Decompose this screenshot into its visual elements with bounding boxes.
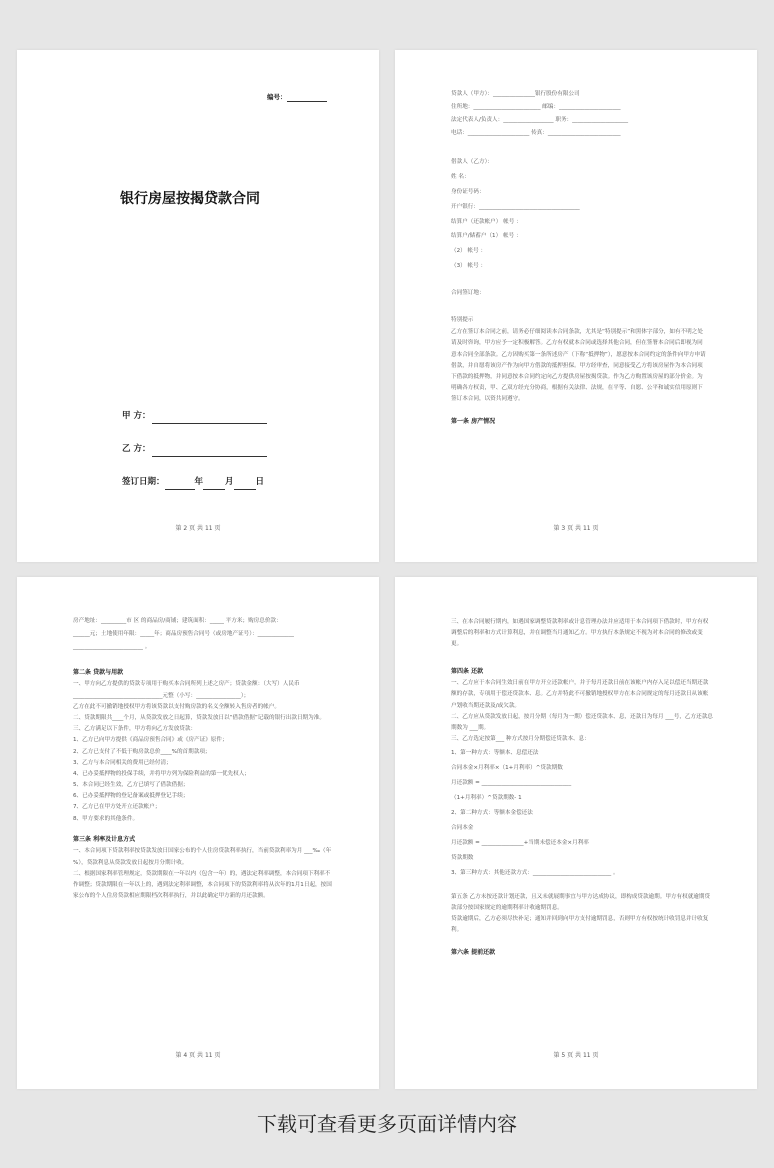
- loan-terms: [73, 617, 335, 902]
- info-line: （3） 帐号 ：: [451, 263, 487, 270]
- sign-date-field: [122, 476, 264, 490]
- serial-number-field: [267, 92, 327, 102]
- article-1-heading: 第一条 房产情况: [451, 418, 496, 426]
- formula-line: 贷款期数: [451, 854, 474, 861]
- document-page-repayment: [395, 577, 757, 1089]
- article-2-para: 6、已办妥抵押物的登记备案或抵押登记手续；: [73, 793, 189, 800]
- article-2-heading: 第二条 贷款与用款: [73, 668, 124, 676]
- party-b-blank: [152, 448, 267, 457]
- info-line: 电话：______________________ 传真：__________________________: [451, 129, 621, 136]
- page-footer: 第 4 页 共 11 页: [175, 1052, 221, 1060]
- document-page-cover: [17, 50, 379, 562]
- formula-line: 月还款额 = _______________+当期未偿还本金×月利率: [451, 839, 589, 846]
- article-2-para: 三、乙方满足以下条件，甲方将向乙方发放贷款：: [73, 726, 197, 733]
- property-line: ______元；土地使用年限：_____年；商品房预售合同号（或房地产证号）：_____________: [73, 630, 294, 637]
- article-2-para: 7、乙方已在甲方处开立还款帐户；: [73, 804, 161, 811]
- info-line: 借款人（乙方）：: [451, 158, 493, 165]
- page-footer: 第 2 页 共 11 页: [175, 525, 221, 533]
- article-4-para: 三、乙方选定按第___ 种方式按月分期偿还贷款本、息：: [451, 736, 590, 743]
- month-blank: [203, 481, 225, 490]
- formula-line: （1+月利率）^贷款期数- 1: [451, 795, 522, 802]
- party-a-label: 甲 方：: [122, 411, 151, 421]
- day-label: 日: [255, 477, 265, 487]
- formula-line: 月还款额 = ________________________________: [451, 780, 572, 787]
- year-label: 年: [194, 477, 204, 487]
- party-b-field: [122, 443, 267, 457]
- special-notice-text: 乙方在签订本合同之前，请务必仔细阅读本合同条款，尤其是“特别提示”和黑体字部分，如有不明之处请及时咨询，甲方应予一定积极解答。乙方有权就本合同或选择其他合同，但在签署本合同后即视为同意本合同全部条款。乙方因购买第一条所述房产（下称“抵押物”），愿意按本合同约定的条件向甲方申请借款，并自愿将该房产作为向甲方借款的抵押担保。甲方经审查，同意接受乙方将该房屋作为本合同项下借款的抵押物，并同意按本合同约定向乙方提供房屋按揭贷款。作为乙方购置该房屋的部分价金。为明确各方权责，甲、乙双方经充分协商，根据有关法律、法规，在平等、自愿、公平和诚实信用原则下签订本合同，以资共同遵守。: [451, 329, 706, 403]
- info-line: 法定代表人/负责人：__________________ 职务：____________________: [451, 116, 629, 123]
- article-2-para: 1、乙方已向甲方提供《商品房预售合同》或《房产证》原件；: [73, 737, 228, 744]
- article-2-para: 2、乙方已支付了不低于购房款总价____%的首期款项；: [73, 748, 211, 755]
- article-4-para: 一、乙方应于本合同生效日前在甲方开立还款帐户，并于每月还款日前在该帐户内存入足以偿还当期还款额的存款，专项用于偿还贷款本、息。乙方并特此不可撤销地授权甲方在本合同规定的每月还款日从该帐户划收当期还款及/或欠款。: [451, 680, 709, 709]
- repayment-terms: [451, 617, 713, 958]
- article-2-para: 一、甲方向乙方提供的贷款专项用于购买本合同所列上述之房产；贷款金额：（大写）人民币________________________________元整（小写：________________）；: [73, 681, 300, 699]
- article-2-para: 二、贷款期限共____个月，从贷款发放之日起算，贷款发放日以“借款借据”记载的银行出款日期为准。: [73, 714, 325, 721]
- page-footer: 第 5 页 共 11 页: [553, 1052, 599, 1060]
- formula-line: 合同本金×月利率×（1+月利率）^贷款期数: [451, 765, 563, 772]
- article-4-heading: 第四条 还款: [451, 667, 484, 675]
- info-line: 合同签订地：: [451, 290, 485, 297]
- formula-line: 2、第二种方式：等额本金偿还法: [451, 810, 533, 817]
- article-4-para: 二、乙方应从贷款发放日起，按月分期（每月为一期）偿还贷款本、息，还款日为每月 ___号，乙方还款总期数为 ___期。: [451, 713, 713, 731]
- formula-line: 3、第三种方式：其他还款方式：____________________________ 。: [451, 869, 619, 876]
- sign-date-label: 签订日期：: [122, 477, 165, 487]
- serial-number-blank: [287, 93, 327, 102]
- info-line: 结算户（还款帐户） 帐号 ：: [451, 218, 522, 225]
- interest-para: 三、在本合同履行期内，如遇国家调整贷款利率或计息管理办法并应适用于本合同项下借款时，甲方有权调整后的利率和方式计算利息，并在调整当月通知乙方。甲方执行本条规定不视为对本合同的修改或变更。: [451, 619, 709, 648]
- party-b-label: 乙 方：: [122, 444, 151, 454]
- article-2-para: 5、本合同已经生效，乙方已填写了借款借据；: [73, 782, 189, 789]
- page-footer: 第 3 页 共 11 页: [553, 525, 599, 533]
- article-2-para: 乙方在此不可撤销地授权甲方将该贷款以支付购房款的名义全额转入售房者的帐户。: [73, 703, 280, 710]
- property-line: _________________________ 。: [73, 643, 151, 650]
- formula-line: 合同本金: [451, 824, 474, 831]
- info-line: 住所地：________________________ 邮编：______________________: [451, 103, 621, 110]
- article-6-heading: 第六条 提前还款: [451, 949, 496, 957]
- year-blank: [165, 481, 195, 490]
- info-line: 身份证号码：: [451, 188, 485, 195]
- day-blank: [234, 481, 256, 490]
- month-label: 月: [225, 477, 234, 487]
- article-3-heading: 第三条 利率及计息方式: [73, 835, 136, 843]
- info-line: 姓 名：: [451, 173, 470, 180]
- property-line: 房产地址：_________市 区 的商品房/商铺；建筑面积：_____ 平方米；购房总价款：: [73, 618, 282, 624]
- special-notice-heading: 特别提示: [451, 317, 474, 324]
- document-page-parties: [395, 50, 757, 562]
- parties-info: [451, 90, 713, 427]
- article-5-para: 第五条 乙方未按还款计划还款，且又未就展期事宜与甲方达成协议，即构成贷款逾期。甲方有权就逾期贷款部分按国家规定的逾期利率计收逾期罚息。: [451, 893, 711, 911]
- article-5-para: 贷款逾期后，乙方必须尽快补足；通知并回到向甲方支付逾期罚息，否则甲方有权按统计收罚息并计收复利。: [451, 916, 709, 934]
- info-line: 开户银行：____________________________________: [451, 203, 580, 210]
- article-2-para: 8、甲方要求的其他条件。: [73, 815, 139, 822]
- info-line: 结算户/储蓄户（1） 帐号 ：: [451, 233, 522, 240]
- document-page-loan: [17, 577, 379, 1089]
- article-2-para: 3、乙方与本合同相关的费用已经付清；: [73, 759, 172, 766]
- article-3-para: 一、本合同项下贷款利率按贷款发放日国家公布的个人住房贷款利率执行，当前贷款利率为月 ___‰（年 %），贷款利息从贷款发放日起按月分期计收。: [73, 848, 332, 866]
- party-a-field: [122, 410, 267, 424]
- article-3-para: 二、根据国家利率管理规定，贷款期限在一年以内（包含一年）的，遇法定利率调整，本合同项下利率不作调整；贷款期限在一年以上的，遇到法定利率调整，本合同项下的贷款利率将从次年的1月1日起，按国家公布的个人住房贷款相应期限档次利率执行，并以此确定甲方新的月还款额。: [73, 870, 332, 900]
- download-more-caption: 下载可查看更多页面详情内容: [257, 1112, 517, 1136]
- article-2-para: 4、已办妥抵押物的投保手续，并将甲方列为保险利益的第一优先权人；: [73, 770, 250, 777]
- formula-line: 1、第一种方式：等额本、息偿还法: [451, 750, 539, 757]
- party-a-blank: [152, 415, 267, 424]
- contract-title: 银行房屋按揭贷款合同: [120, 191, 260, 207]
- info-line: 贷款人（甲方）：_______________银行股份有限公司: [451, 91, 580, 97]
- serial-number-label: 编号：: [267, 93, 287, 101]
- info-line: （2） 帐号 ：: [451, 248, 487, 255]
